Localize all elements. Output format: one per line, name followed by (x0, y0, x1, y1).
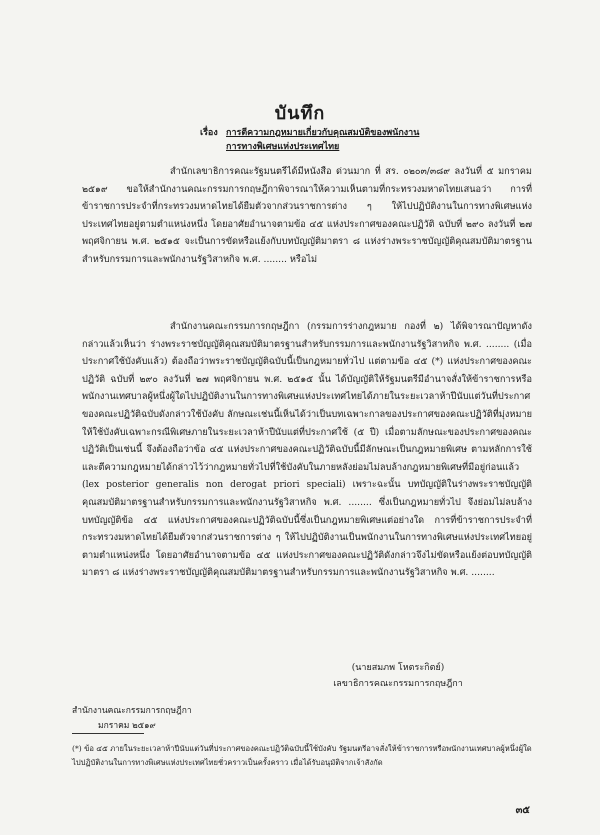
memo-subject (200, 126, 460, 154)
subject-line-2: การทางพิเศษแห่งประเทศไทย (226, 142, 340, 152)
signatory-name: (นายสมภพ โหตระกิตย์) (351, 663, 445, 673)
page-number: ๓๕ (515, 805, 530, 816)
paragraph-1-text: สำนักเลขาธิการคณะรัฐมนตรีได้มีหนังสือ ด่วนมาก ที่ สร. ๐๒๐๓/๓๘๙ ลงวันที่ ๕ มกราคม ๒๕๑๙ ขอให้สำนักงานคณะกรรมการกฤษฎีกาพิจารณาให้ความเห็นตามที่กระทรวงมหาดไทยเสนอว่า การที่ข้าราชการประจำที่กระทรวงมหาดไทยได้ยืมตัวจากส่วนราชการต่าง ๆ ให้ไปปฏิบัติงานในการทางพิเศษแห่งประเทศไทยอยู่ตามตำแหน่งหนึ่ง โดยอาศัยอำนาจตามข้อ ๔๕ แห่งประกาศของคณะปฏิวัติ ฉบับที่ ๒๙๐ ลงวันที่ ๒๗ พฤศจิกายน พ.ศ. ๒๕๑๕ จะเป็นการขัดหรือแย้งกับบทบัญญัติมาตรา ๘ แห่งร่างพระราชบัญญัติคุณสมบัติมาตรฐานสำหรับกรรมการและพนักงานรัฐวิสาหกิจ พ.ศ. ........ หรือไม่ (82, 166, 532, 265)
signatory-position: เลขาธิการคณะกรรมการกฤษฎีกา (333, 679, 463, 689)
memo-date: มกราคม ๒๕๑๙ (98, 721, 156, 731)
paragraph-1 (82, 163, 532, 269)
subject-text-1: การตีความกฎหมายเกี่ยวกับคุณสมบัติของพนักงาน (226, 128, 420, 138)
footnote: (*) ข้อ ๔๕ ภายในระยะเวลาห้าปีนับแต่วันที่ประกาศของคณะปฏิวัติฉบับนี้ใช้บังคับ รัฐมนตรีอาจสั่งให้ข้าราชการหรือพนักงานเทศบาลผู้หนึ่งผู้ใดไปปฏิบัติงานในการทางพิเศษแห่งประเทศไทยชั่วคราวเป็นครั้งคราว เมื่อได้รับอนุมัติจากเจ้าสังกัด (72, 744, 532, 767)
office-name: สำนักงานคณะกรรมการกฤษฎีกา (72, 706, 192, 716)
footnote-divider (72, 733, 144, 734)
memo-title: บันทึก (274, 103, 326, 124)
paragraph-2 (82, 318, 532, 582)
paragraph-2-text: สำนักงานคณะกรรมการกฤษฎีกา (กรรมการร่างกฎหมาย กองที่ ๒) ได้พิจารณาปัญหาดังกล่าวแล้วเห็นว่า ร่างพระราชบัญญัติคุณสมบัติมาตรฐานสำหรับกรรมการและพนักงานรัฐวิสาหกิจ พ.ศ. ........ (เมื่อประกาศใช้บังคับแล้ว) ต้องถือว่าพระราชบัญญัติฉบับนี้เป็นกฎหมายทั่วไป แต่ตามข้อ ๔๕ (*) แห่งประกาศของคณะปฏิวัติ ฉบับที่ ๒๙๐ ลงวันที่ ๒๗ พฤศจิกายน พ.ศ. ๒๕๑๕ นั้น ได้บัญญัติให้รัฐมนตรีมีอำนาจสั่งให้ข้าราชการหรือพนักงานเทศบาลผู้หนึ่งผู้ใดไปปฏิบัติงานในการทางพิเศษแห่งประเทศไทยได้ภายในระยะเวลาห้าปีนับแต่วันที่ประกาศของคณะปฏิวัติฉบับดังกล่าวใช้บังคับ ลักษณะเช่นนี้เห็นได้ว่าเป็นบทเฉพาะกาลของประกาศของคณะปฏิวัติที่มุ่งหมายให้ใช้บังคับเฉพาะกรณีพิเศษภายในระยะเวลาห้าปีนับแต่ที่ประกาศใช้ (๕ ปี) เมื่อตามลักษณะของประกาศของคณะปฏิวัติเป็นเช่นนี้ จึงต้องถือว่าข้อ ๔๕ แห่งประกาศของคณะปฏิวัติฉบับนี้มีลักษณะเป็นกฎหมายพิเศษ ตามหลักการใช้และตีความกฎหมายได้กล่าวไว้ว่ากฎหมายทั่วไปที่ใช้บังคับในภายหลังย่อมไม่ลบล้างกฎหมายพิเศษที่มีอยู่ก่อนแล้ว (lex posterior generalis non derogat priori speciali) เพราะฉะนั้น บทบัญญัติในร่างพระราชบัญญัติคุณสมบัติมาตรฐานสำหรับกรรมการและพนักงานรัฐวิสาหกิจ พ.ศ. ........ ซึ่งเป็นกฎหมายทั่วไป จึงย่อมไม่ลบล้างบทบัญญัติข้อ ๔๕ แห่งประกาศของคณะปฏิวัติฉบับนี้ซึ่งเป็นกฎหมายพิเศษแต่อย่างใด การที่ข้าราชการประจำที่กระทรวงมหาดไทยได้ยืมตัวจากส่วนราชการต่าง ๆ ให้ไปปฏิบัติงานเป็นพนักงานในการทางพิเศษแห่งประเทศไทยอยู่ตามตำแหน่งหนึ่ง โดยอาศัยอำนาจตามข้อ ๔๕ แห่งประกาศของคณะปฏิวัติดังกล่าวจึงไม่ขัดหรือแย้งต่อบทบัญญัติมาตรา ๘ แห่งร่างพระราชบัญญัติคุณสมบัติมาตรฐานสำหรับกรรมการและพนักงานรัฐวิสาหกิจ พ.ศ. ........ (82, 321, 532, 579)
subject-line-1 (200, 126, 460, 140)
subject-label: เรื่อง (200, 128, 218, 138)
office-block (72, 704, 192, 734)
